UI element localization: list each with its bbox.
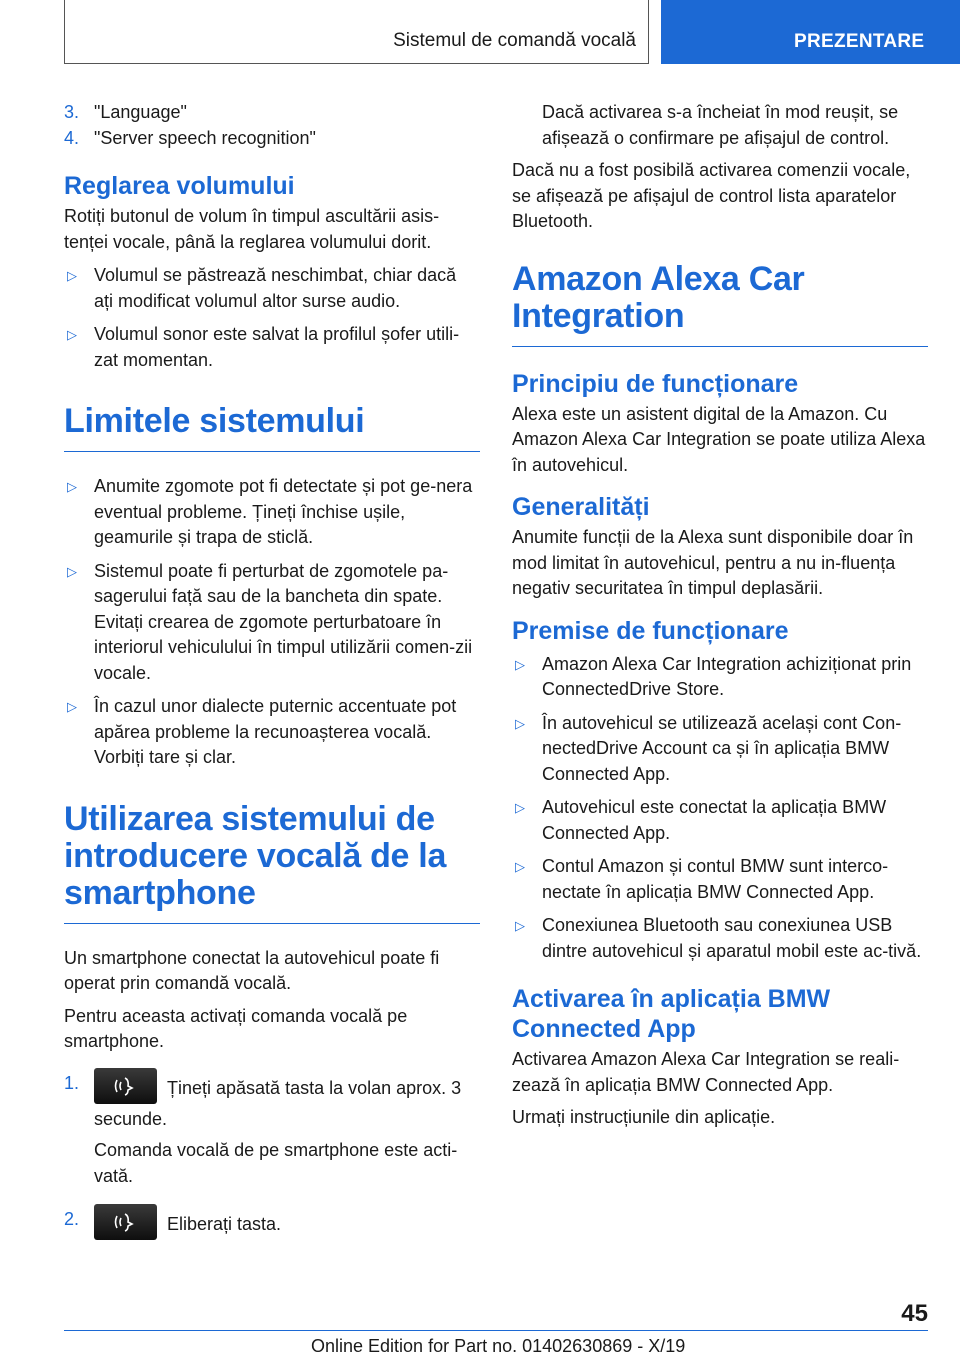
- bullet-text: Contul Amazon și contul BMW sunt interco-nectate în aplicația BMW Connected App.: [542, 856, 889, 902]
- activation-result-text: Dacă activarea s-a încheiat în mod reușit, se afișează o confirmare pe afișajul de control.: [542, 102, 899, 148]
- step-number: 2.: [64, 1209, 80, 1229]
- list-item: [512, 913, 928, 964]
- activation-heading: Activarea în aplicația BMW Connected App: [512, 985, 831, 1043]
- list-item: [64, 100, 480, 126]
- volume-heading: Reglarea volumului: [64, 172, 295, 200]
- bullet-icon: ▷: [67, 479, 77, 494]
- bullet-text: În autovehicul se utilizează același cont Con-nectedDrive Account ca și în aplicația BMW Connected App.: [542, 712, 902, 784]
- step-number: 1.: [64, 1072, 80, 1093]
- general-heading: Generalități: [512, 493, 650, 521]
- left-column: [64, 100, 480, 1243]
- bullet-icon: ▷: [515, 715, 525, 731]
- bullet-icon: ▷: [67, 699, 77, 714]
- page-header: [0, 0, 960, 66]
- bullet-icon: ▷: [67, 327, 77, 342]
- voice-command-button-icon: [94, 1068, 157, 1104]
- bullet-icon: ▷: [515, 859, 525, 874]
- alexa-heading-block: [512, 261, 928, 347]
- step-subtext: Comanda vocală de pe smartphone este acti-vată.: [94, 1140, 458, 1186]
- bullet-text: Conexiunea Bluetooth sau conexiunea USB dintre autovehicul și aparatul mobil este ac-tivă.: [542, 915, 922, 961]
- footer-edition: Online Edition for Part no. 01402630869 - X/19: [311, 1336, 686, 1356]
- bullet-text: Anumite zgomote pot fi detectate și pot ge-nera eventual probleme. Țineți închise ușile, geamurile și trapa de sticlă.: [94, 476, 473, 547]
- list-text: "Language": [94, 102, 187, 122]
- list-item: [512, 795, 928, 846]
- step-text: Țineți apăsată tasta la volan aprox. 3 secunde.: [94, 1077, 462, 1129]
- bullet-icon: ▷: [515, 656, 525, 672]
- voice-command-button-icon: [94, 1204, 157, 1240]
- footer-divider: [64, 1330, 928, 1331]
- bullet-text: Autovehicul este conectat la aplicația BMW Connected App.: [542, 797, 887, 843]
- step-text: Eliberați tasta.: [167, 1213, 282, 1234]
- list-item: [64, 474, 480, 551]
- activation-failure-text: Dacă nu a fost posibilă activarea comenzii vocale, se afișează pe afișajul de control lista aparatelor Bluetooth.: [512, 160, 911, 231]
- list-number: 3.: [64, 102, 80, 122]
- bullet-icon: ▷: [515, 800, 525, 815]
- list-item: [64, 126, 480, 152]
- list-text: "Server speech recognition": [94, 127, 316, 148]
- header-title-box: [64, 0, 649, 64]
- general-text: Anumite funcții de la Alexa sunt disponibile doar în mod limitat în autovehicul, pentru a nu in-fluența negativ securitatea în timpul deplasării.: [512, 527, 914, 598]
- bullet-text: Volumul sonor este salvat la profilul șofer utili-zat momentan.: [94, 324, 460, 370]
- list-item: [64, 322, 480, 373]
- list-item: [64, 263, 480, 314]
- principle-heading: Principiu de funcționare: [512, 369, 799, 398]
- list-number: 4.: [64, 127, 80, 148]
- bullet-icon: ▷: [67, 268, 77, 283]
- bullet-icon: ▷: [67, 563, 77, 579]
- list-item: [512, 854, 928, 905]
- list-item: [64, 694, 480, 771]
- step-item: [64, 1071, 480, 1133]
- activation-text-1: Activarea Amazon Alexa Car Integration se reali-zează în aplicația BMW Connected App.: [512, 1049, 900, 1095]
- page-number: 45: [901, 1300, 928, 1327]
- activation-text-2: Urmați instrucțiunile din aplicație.: [512, 1107, 776, 1127]
- header-section-label: PREZENTARE: [794, 31, 925, 52]
- smartphone-text-1: Un smartphone conectat la autovehicul poate fi operat prin comandă vocală.: [64, 947, 440, 993]
- bullet-text: Amazon Alexa Car Integration achiziționat prin ConnectedDrive Store.: [542, 653, 912, 699]
- limits-heading-block: [64, 403, 480, 452]
- bullet-text: Sistemul poate fi perturbat de zgomotele pa-sagerului față sau de la bancheta din spate. Evitați crearea de zgomote perturbatoare în interiorul vehiculului în timpul utilizării comen-zii vocale.: [94, 560, 473, 683]
- list-item: [64, 559, 480, 687]
- step-item: [64, 1207, 480, 1243]
- header-section-tab: [661, 0, 960, 64]
- right-column: [512, 100, 928, 1138]
- limits-heading: Limitele sistemului: [64, 402, 365, 440]
- bullet-icon: ▷: [515, 918, 525, 933]
- list-item: [512, 652, 928, 703]
- bullet-text: În cazul unor dialecte puternic accentuate pot apărea probleme la recunoașterea vocală. Vorbiți tare și clar.: [94, 696, 457, 767]
- smartphone-heading-block: [64, 801, 480, 924]
- prerequisites-heading: Premise de funcționare: [512, 616, 789, 645]
- principle-text: Alexa este un asistent digital de la Amazon. Cu Amazon Alexa Car Integration se poate utiliza Alexa în autovehicul.: [512, 403, 926, 475]
- bullet-text: Volumul se păstrează neschimbat, chiar dacă ați modificat volumul altor surse audio.: [94, 265, 457, 311]
- header-title: Sistemul de comandă vocală: [393, 30, 636, 51]
- volume-text: Rotiți butonul de volum în timpul ascultării asis-tenței vocale, până la reglarea volumului dorit.: [64, 206, 440, 252]
- smartphone-text-2: Pentru aceasta activați comanda vocală pe smartphone.: [64, 1005, 408, 1051]
- smartphone-heading: Utilizarea sistemului de introducere vocală de la smartphone: [64, 799, 447, 912]
- list-item: [512, 711, 928, 788]
- alexa-heading: Amazon Alexa Car Integration: [512, 259, 805, 335]
